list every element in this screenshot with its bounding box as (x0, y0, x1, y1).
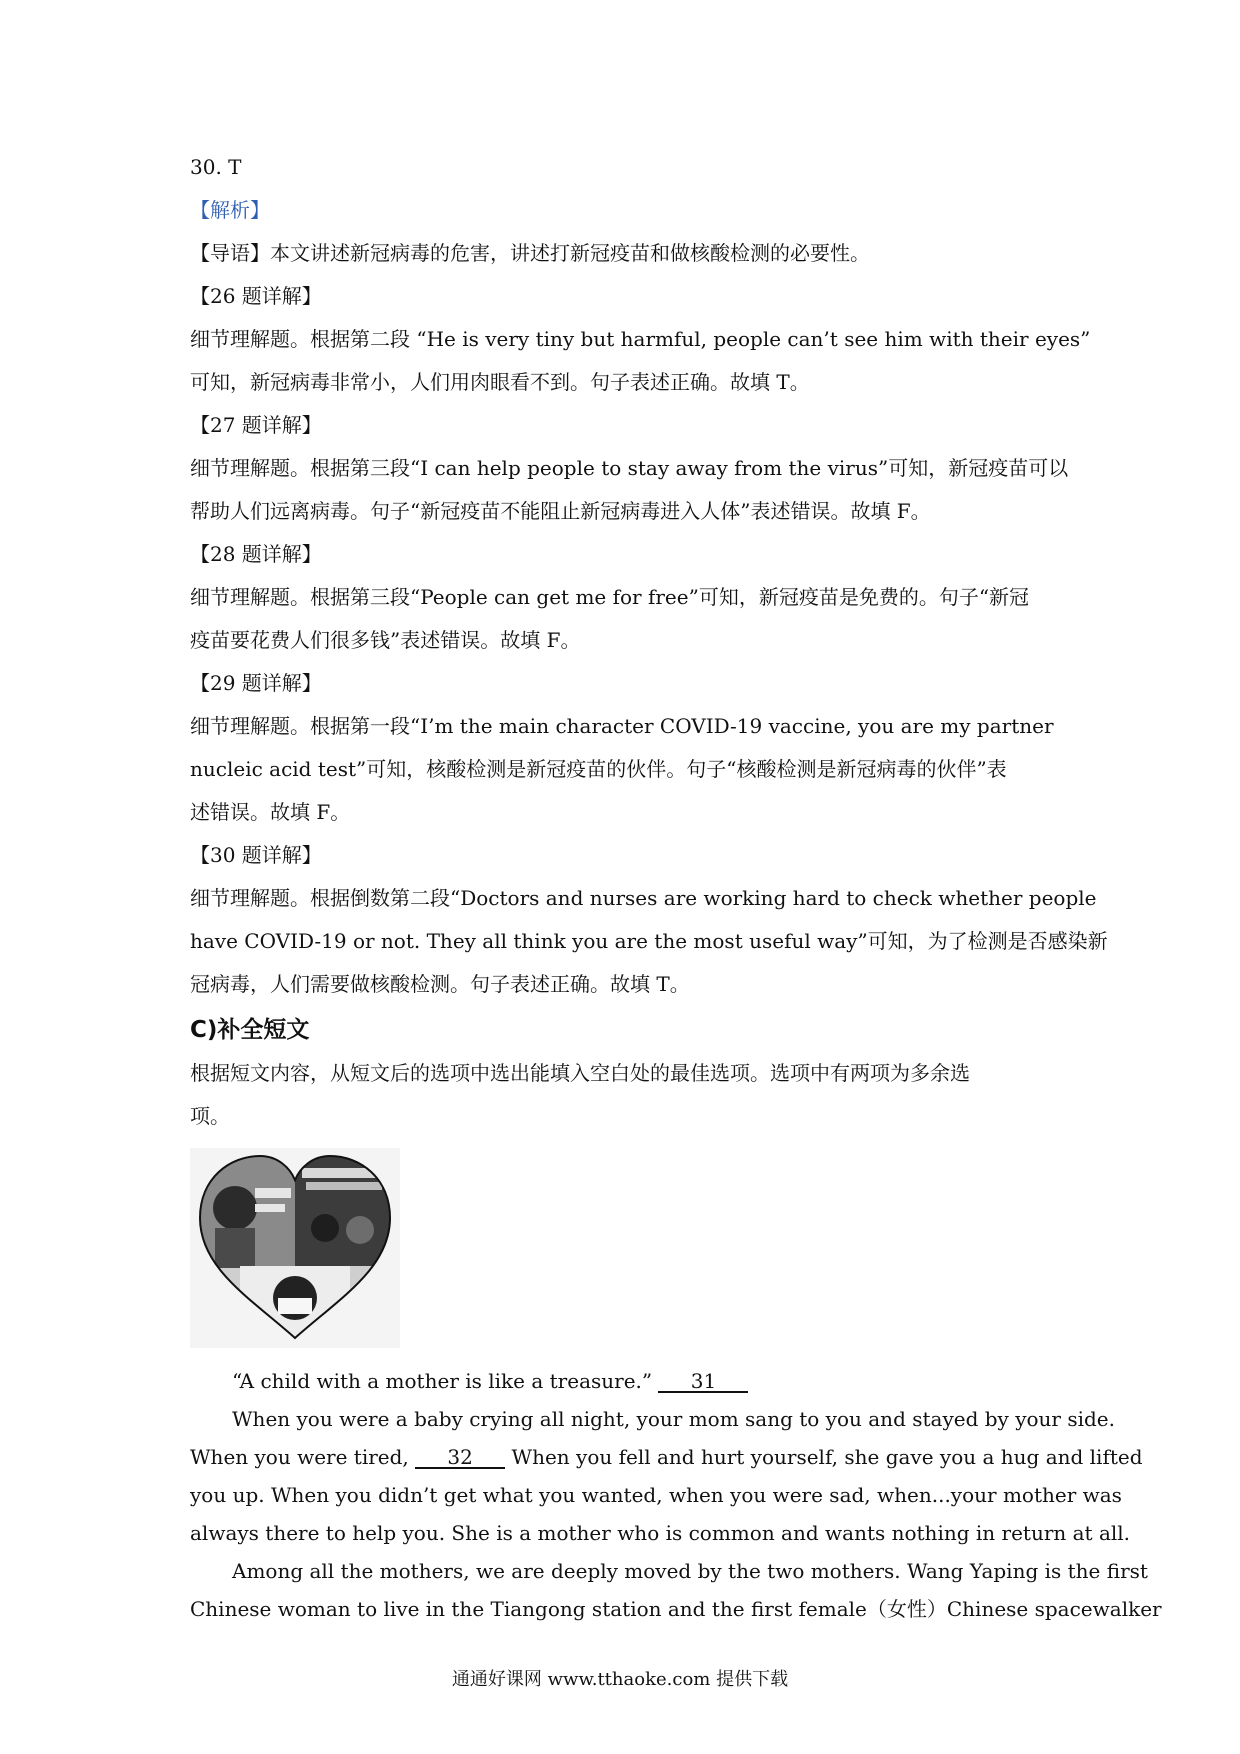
q26-title: 【26 题详解】 (190, 284, 322, 308)
analysis-label: 【解析】 (190, 198, 270, 222)
blank-31: 31 (658, 1371, 748, 1393)
passage-p1-text: “A child with a mother is like a treasure.” (232, 1369, 653, 1393)
passage-p2-line (190, 1438, 1143, 1476)
q29-title: 【29 题详解】 (190, 671, 322, 695)
q28-line: 细节理解题。根据第三段“People can get me for free”可知，新冠疫苗是免费的。句子“新冠 (190, 585, 1030, 609)
passage-p2-line: always there to help you. She is a mother who is common and wants nothing in return at all. (190, 1521, 1131, 1545)
portrait-head (213, 1186, 257, 1230)
passage-p2-line: you up. When you didn’t get what you wanted, when you were sad, when...your mother was (190, 1483, 1122, 1507)
section-c-instruction: 根据短文内容，从短文后的选项中选出能填入空白处的最佳选项。选项中有两项为多余选 (190, 1061, 970, 1085)
caption-block (255, 1188, 291, 1198)
q29-line: 述错误。故填 F。 (190, 800, 351, 824)
q30-line: 细节理解题。根据倒数第二段“Doctors and nurses are working hard to check whether people (190, 886, 1097, 910)
page-content (190, 146, 1162, 1628)
answer-line: 30. T (190, 155, 242, 179)
blank-32: 32 (415, 1447, 505, 1469)
passage-p2-text: When you fell and hurt yourself, she gave you a hug and lifted (511, 1445, 1143, 1469)
passage-p2-line: When you were a baby crying all night, your mom sang to you and stayed by your side. (232, 1407, 1115, 1431)
q30-line: have COVID-19 or not. They all think you are the most useful way”可知，为了检测是否感染新 (190, 929, 1108, 953)
q29-line: 细节理解题。根据第一段“I’m the main character COVID-19 vaccine, you are my partner (190, 714, 1054, 738)
q28-line: 疫苗要花费人们很多钱”表述错误。故填 F。 (190, 628, 581, 652)
q30-title: 【30 题详解】 (190, 843, 322, 867)
passage-paragraph-1 (190, 1362, 1060, 1400)
q28-title: 【28 题详解】 (190, 542, 322, 566)
heart-collage-image (190, 1148, 400, 1348)
q26-line: 可知，新冠病毒非常小，人们用肉眼看不到。句子表述正确。故填 T。 (190, 370, 810, 394)
passage-p3-line: Among all the mothers, we are deeply moved by the two mothers. Wang Yaping is the first (232, 1559, 1148, 1583)
heart-collage-graphic (190, 1148, 400, 1348)
q27-line: 细节理解题。根据第三段“I can help people to stay away from the virus”可知，新冠疫苗可以 (190, 456, 1069, 480)
passage-p3-line: Chinese woman to live in the Tiangong station and the first female（女性）Chinese spacewalker (190, 1597, 1162, 1621)
page-footer: 通通好课网 www.tthaoke.com 提供下载 (451, 1669, 789, 1690)
q29-line: nucleic acid test”可知，核酸检测是新冠疫苗的伙伴。句子“核酸检测是新冠病毒的伙伴”表 (190, 757, 1007, 781)
q27-title: 【27 题详解】 (190, 413, 322, 437)
q30-line: 冠病毒，人们需要做核酸检测。句子表述正确。故填 T。 (190, 972, 690, 996)
section-c-heading: C)补全短文 (190, 1017, 310, 1043)
portrait-body (215, 1228, 255, 1268)
section-c-instruction: 项。 (190, 1104, 230, 1128)
q27-line: 帮助人们远离病毒。句子“新冠疫苗不能阻止新冠病毒进入人体”表述错误。故填 F。 (190, 499, 931, 523)
passage-p2-text: When you were tired, (190, 1445, 409, 1469)
intro-line: 【导语】本文讲述新冠病毒的危害，讲述打新冠疫苗和做核酸检测的必要性。 (190, 241, 870, 265)
q26-line: 细节理解题。根据第二段 “He is very tiny but harmful, people can’t see him with their eyes” (190, 327, 1091, 351)
